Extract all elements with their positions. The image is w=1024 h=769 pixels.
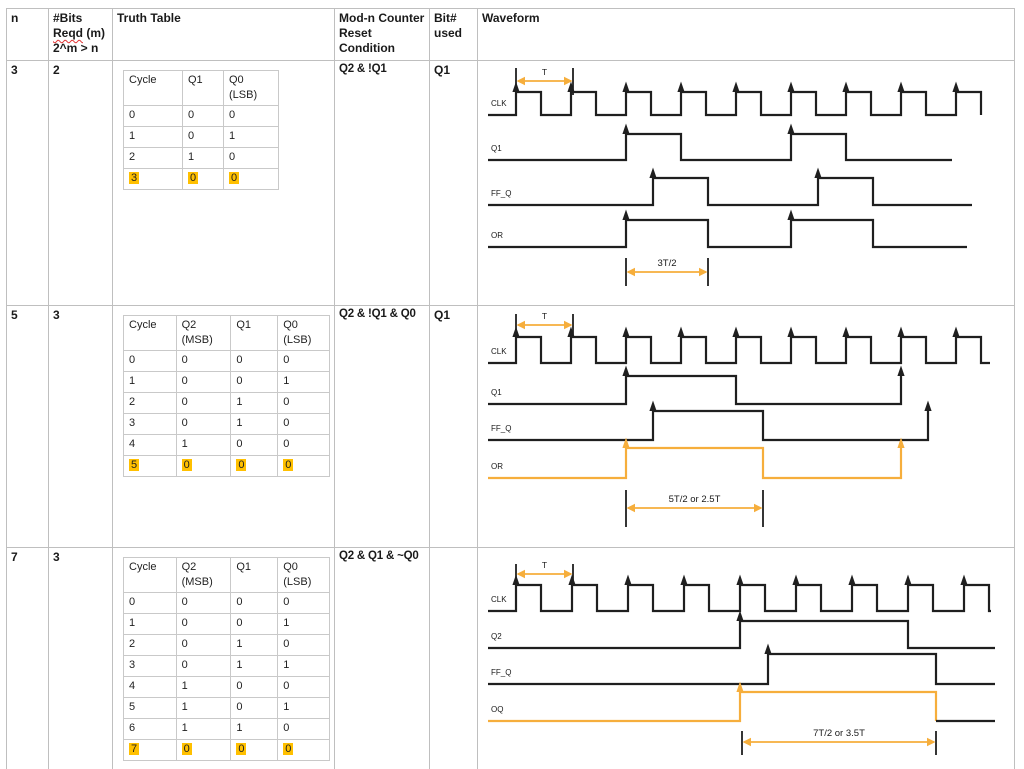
bit-used-value: Q1 [430, 306, 478, 548]
highlighted-value: 0 [285, 459, 292, 471]
truth-table-cell-highlighted [124, 456, 177, 477]
signal-trace-clk [488, 337, 990, 363]
highlighted-value: 3 [131, 172, 138, 184]
n-value: 5 [7, 306, 49, 548]
truth-table-cell: 0 [124, 106, 183, 127]
truth-table-cell-highlighted [224, 169, 279, 190]
truth-table [123, 315, 330, 477]
highlighted-value: 5 [131, 459, 138, 471]
rising-edge-arrow-icon [814, 168, 821, 179]
bit-used-value [430, 548, 478, 769]
rising-edge-arrow-icon [897, 82, 904, 93]
truth-table-cell: 1 [231, 635, 278, 656]
truth-table-header-cell: Cycle [124, 316, 177, 351]
truth-table-row [124, 435, 330, 456]
truth-table-cell: 1 [176, 719, 231, 740]
signal-trace-clk [488, 585, 991, 611]
reset-condition-value: Q2 & Q1 & ~Q0 [335, 548, 430, 769]
column-header-waveform [478, 9, 1015, 61]
truth-table-row [124, 614, 330, 635]
truth-table-cell: 0 [176, 414, 231, 435]
rising-edge-arrow-icon [787, 327, 794, 338]
rising-edge-arrow-icon [732, 327, 739, 338]
truth-table-cell: 1 [124, 614, 177, 635]
truth-table-cell-highlighted [176, 740, 231, 761]
rising-edge-arrow-icon [787, 82, 794, 93]
reset-condition-value: Q2 & !Q1 [335, 61, 430, 306]
truth-table-header-cell: Cycle [124, 71, 183, 106]
rising-edge-arrow-icon [904, 575, 911, 586]
truth-table-row [124, 372, 330, 393]
truth-table-header-cell: Q1 [183, 71, 224, 106]
arrowhead-right-icon [754, 504, 763, 512]
truth-table-row [124, 106, 279, 127]
truth-table-header-row [124, 316, 330, 351]
highlighted-value: 0 [285, 743, 292, 755]
waveform-cell [478, 548, 1015, 769]
arrowhead-left-icon [627, 504, 636, 512]
table-row [7, 61, 1015, 306]
truth-table-cell: 0 [183, 106, 224, 127]
truth-table-cell: 0 [183, 127, 224, 148]
lane-label: FF_Q [491, 668, 512, 677]
truth-table-header-cell: Q0 (LSB) [278, 558, 330, 593]
rising-edge-arrow-icon [677, 82, 684, 93]
arrowhead-left-icon [743, 738, 752, 746]
signal-trace-clk [488, 92, 981, 115]
truth-table-reset-row [124, 169, 279, 190]
arrowhead-right-icon [699, 268, 708, 276]
signal-trace-ff-q [488, 654, 995, 684]
highlighted-value: 0 [238, 459, 245, 471]
truth-table [123, 557, 330, 761]
rising-edge-arrow-icon [787, 210, 794, 221]
rising-edge-arrow-icon [848, 575, 855, 586]
truth-table-cell-highlighted [278, 740, 330, 761]
truth-table-cell: 0 [278, 593, 330, 614]
truth-table-cell: 0 [231, 698, 278, 719]
truth-table-cell: 1 [278, 614, 330, 635]
truth-table-cell: 0 [278, 351, 330, 372]
measure-label: T [541, 67, 548, 77]
truth-table-row [124, 414, 330, 435]
truth-table-cell-container [113, 306, 335, 548]
rising-edge-arrow-icon [649, 168, 656, 179]
rising-edge-arrow-icon [680, 575, 687, 586]
truth-table-header-cell: Q0 (LSB) [224, 71, 279, 106]
header-line: Mod-n Counter [339, 11, 425, 25]
bits-value: 3 [49, 548, 113, 769]
truth-table-cell: 4 [124, 677, 177, 698]
rising-edge-arrow-icon [897, 327, 904, 338]
waveform-cell [478, 61, 1015, 306]
truth-table-cell-highlighted [124, 169, 183, 190]
waveform-cell [478, 306, 1015, 548]
column-header-bit-used [430, 9, 478, 61]
n-value: 7 [7, 548, 49, 769]
lane-label: OR [491, 231, 503, 240]
truth-table-cell: 0 [278, 635, 330, 656]
truth-table-reset-row [124, 740, 330, 761]
truth-table-cell: 2 [124, 635, 177, 656]
truth-table-reset-row [124, 456, 330, 477]
truth-table-cell: 1 [278, 698, 330, 719]
rising-edge-arrow-icon [512, 575, 519, 586]
truth-table-row [124, 719, 330, 740]
truth-table-cell-highlighted [183, 169, 224, 190]
truth-table-cell-highlighted [176, 456, 231, 477]
highlighted-value: 0 [231, 172, 238, 184]
truth-table-row [124, 677, 330, 698]
rising-edge-arrow-icon [960, 575, 967, 586]
rising-edge-arrow-icon [897, 366, 904, 377]
lane-label: OQ [491, 705, 504, 714]
rising-edge-arrow-icon [677, 327, 684, 338]
truth-table-cell: 0 [176, 393, 231, 414]
rising-edge-arrow-icon [842, 327, 849, 338]
truth-table-cell-highlighted [231, 456, 278, 477]
truth-table-row [124, 351, 330, 372]
highlighted-value: 0 [238, 743, 245, 755]
signal-trace-q2 [488, 621, 995, 648]
truth-table-cell: 1 [176, 435, 231, 456]
misspelled-word: Reqd [53, 26, 83, 40]
truth-table-cell: 0 [176, 656, 231, 677]
table-row [7, 548, 1015, 769]
header-line: 2^m > n [53, 41, 99, 55]
lane-label: FF_Q [491, 189, 512, 198]
rising-edge-arrow-icon [736, 575, 743, 586]
truth-table-cell: 0 [231, 435, 278, 456]
rising-edge-arrow-icon [568, 575, 575, 586]
truth-table-cell: 0 [278, 414, 330, 435]
lane-label: OR [491, 462, 503, 471]
lane-label: CLK [491, 347, 507, 356]
truth-table-cell: 5 [124, 698, 177, 719]
arrowhead-left-icon [517, 77, 526, 85]
truth-table-cell: 0 [231, 614, 278, 635]
truth-table-cell: 0 [176, 351, 231, 372]
truth-table-cell: 1 [231, 393, 278, 414]
header-line: n [11, 11, 19, 25]
counter-notes-table [6, 8, 1015, 769]
measure-label: 3T/2 [657, 258, 677, 269]
column-header-bits [49, 9, 113, 61]
header-line: Reqd (m) [53, 26, 105, 40]
rising-edge-arrow-icon [622, 210, 629, 221]
signal-trace-ff-q [488, 178, 972, 205]
truth-table-cell: 3 [124, 656, 177, 677]
truth-table-header-row [124, 71, 279, 106]
truth-table-header-cell: Q2 (MSB) [176, 316, 231, 351]
truth-table-cell: 0 [176, 593, 231, 614]
rising-edge-arrow-icon [732, 82, 739, 93]
rising-edge-arrow-icon [622, 327, 629, 338]
rising-edge-arrow-icon [952, 82, 959, 93]
truth-table-cell-highlighted [278, 456, 330, 477]
arrowhead-left-icon [517, 570, 526, 578]
truth-table-cell-highlighted [124, 740, 177, 761]
rising-edge-arrow-icon [787, 124, 794, 135]
signal-trace-ff-q [488, 411, 928, 440]
truth-table-header-cell: Q0 (LSB) [278, 316, 330, 351]
truth-table-row [124, 393, 330, 414]
truth-table-cell: 1 [224, 127, 279, 148]
truth-table-cell-container [113, 548, 335, 769]
truth-table-cell-container [113, 61, 335, 306]
truth-table-row [124, 635, 330, 656]
measure-label: T [541, 311, 548, 321]
truth-table-header-cell: Q1 [231, 558, 278, 593]
header-line: Bit# [434, 11, 457, 25]
bit-used-value: Q1 [430, 61, 478, 306]
truth-table-cell-highlighted [231, 740, 278, 761]
truth-table-cell: 0 [278, 719, 330, 740]
rising-edge-arrow-icon [764, 644, 771, 655]
rising-edge-arrow-icon [622, 124, 629, 135]
truth-table-cell: 0 [231, 593, 278, 614]
rising-edge-arrow-icon [512, 82, 519, 93]
measure-label: 7T/2 or 3.5T [813, 728, 865, 739]
signal-trace-q1 [488, 134, 952, 160]
truth-table-cell: 1 [176, 698, 231, 719]
truth-table [123, 70, 279, 190]
truth-table-header-row [124, 558, 330, 593]
truth-table-header-cell: Q1 [231, 316, 278, 351]
header-line: Waveform [482, 11, 540, 25]
header-line: Truth Table [117, 11, 181, 25]
header-line: Condition [339, 41, 395, 55]
truth-table-cell: 6 [124, 719, 177, 740]
truth-table-cell: 0 [278, 393, 330, 414]
lane-label: CLK [491, 595, 507, 604]
rising-edge-arrow-icon [952, 327, 959, 338]
rising-edge-arrow-icon [842, 82, 849, 93]
measure-label: T [541, 560, 548, 570]
truth-table-row [124, 148, 279, 169]
table-row [7, 306, 1015, 548]
signal-trace-or [488, 220, 967, 247]
rising-edge-arrow-icon [624, 575, 631, 586]
truth-table-cell: 1 [124, 127, 183, 148]
truth-table-cell: 1 [278, 656, 330, 677]
truth-table-cell: 0 [278, 435, 330, 456]
truth-table-row [124, 656, 330, 677]
truth-table-cell: 1 [231, 414, 278, 435]
truth-table-row [124, 698, 330, 719]
lane-label: Q2 [491, 632, 502, 641]
truth-table-cell: 0 [176, 614, 231, 635]
waveform-drawing [482, 308, 1015, 545]
reset-condition-value: Q2 & !Q1 & Q0 [335, 306, 430, 548]
truth-table-cell: 0 [176, 372, 231, 393]
rising-edge-arrow-icon [512, 327, 519, 338]
truth-table-cell: 1 [183, 148, 224, 169]
highlighted-value: 7 [131, 743, 138, 755]
truth-table-header-cell: Q2 (MSB) [176, 558, 231, 593]
rising-edge-arrow-icon [792, 575, 799, 586]
waveform-drawing [482, 550, 1015, 769]
rising-edge-arrow-icon [622, 82, 629, 93]
rising-edge-arrow-icon [649, 401, 656, 412]
arrowhead-left-icon [627, 268, 636, 276]
truth-table-cell: 1 [231, 719, 278, 740]
truth-table-cell: 0 [124, 351, 177, 372]
signal-trace-q1 [488, 376, 901, 404]
column-header-n [7, 9, 49, 61]
truth-table-cell: 1 [231, 656, 278, 677]
truth-table-cell: 0 [231, 351, 278, 372]
truth-table-cell: 0 [231, 372, 278, 393]
lane-label: FF_Q [491, 424, 512, 433]
lane-label: Q1 [491, 144, 502, 153]
truth-table-row [124, 593, 330, 614]
bits-value: 2 [49, 61, 113, 306]
column-header-reset-condition [335, 9, 430, 61]
truth-table-cell: 0 [176, 635, 231, 656]
truth-table-cell: 0 [124, 593, 177, 614]
rising-edge-arrow-icon [622, 366, 629, 377]
truth-table-cell: 0 [278, 677, 330, 698]
truth-table-cell: 0 [224, 148, 279, 169]
arrowhead-right-icon [927, 738, 936, 746]
bits-value: 3 [49, 306, 113, 548]
header-line: Reset [339, 26, 372, 40]
header-line: #Bits [53, 11, 83, 25]
highlighted-value: 0 [190, 172, 197, 184]
truth-table-cell: 1 [124, 372, 177, 393]
column-header-truth-table [113, 9, 335, 61]
truth-table-cell: 2 [124, 393, 177, 414]
highlighted-value: 0 [183, 743, 190, 755]
truth-table-cell: 0 [231, 677, 278, 698]
lane-label: Q1 [491, 388, 502, 397]
header-row [7, 9, 1015, 61]
highlighted-value: 0 [183, 459, 190, 471]
lane-label: CLK [491, 99, 507, 108]
signal-trace-or [488, 448, 901, 478]
rising-edge-arrow-icon [924, 401, 931, 412]
truth-table-cell: 4 [124, 435, 177, 456]
truth-table-cell: 2 [124, 148, 183, 169]
truth-table-cell: 3 [124, 414, 177, 435]
truth-table-cell: 0 [224, 106, 279, 127]
measure-label: 5T/2 or 2.5T [668, 494, 721, 505]
truth-table-cell: 1 [278, 372, 330, 393]
header-line: used [434, 26, 463, 40]
truth-table-cell: 1 [176, 677, 231, 698]
n-value: 3 [7, 61, 49, 306]
truth-table-row [124, 127, 279, 148]
waveform-drawing [482, 63, 1015, 303]
truth-table-header-cell: Cycle [124, 558, 177, 593]
arrowhead-left-icon [517, 321, 526, 329]
signal-trace-oq [488, 692, 936, 721]
